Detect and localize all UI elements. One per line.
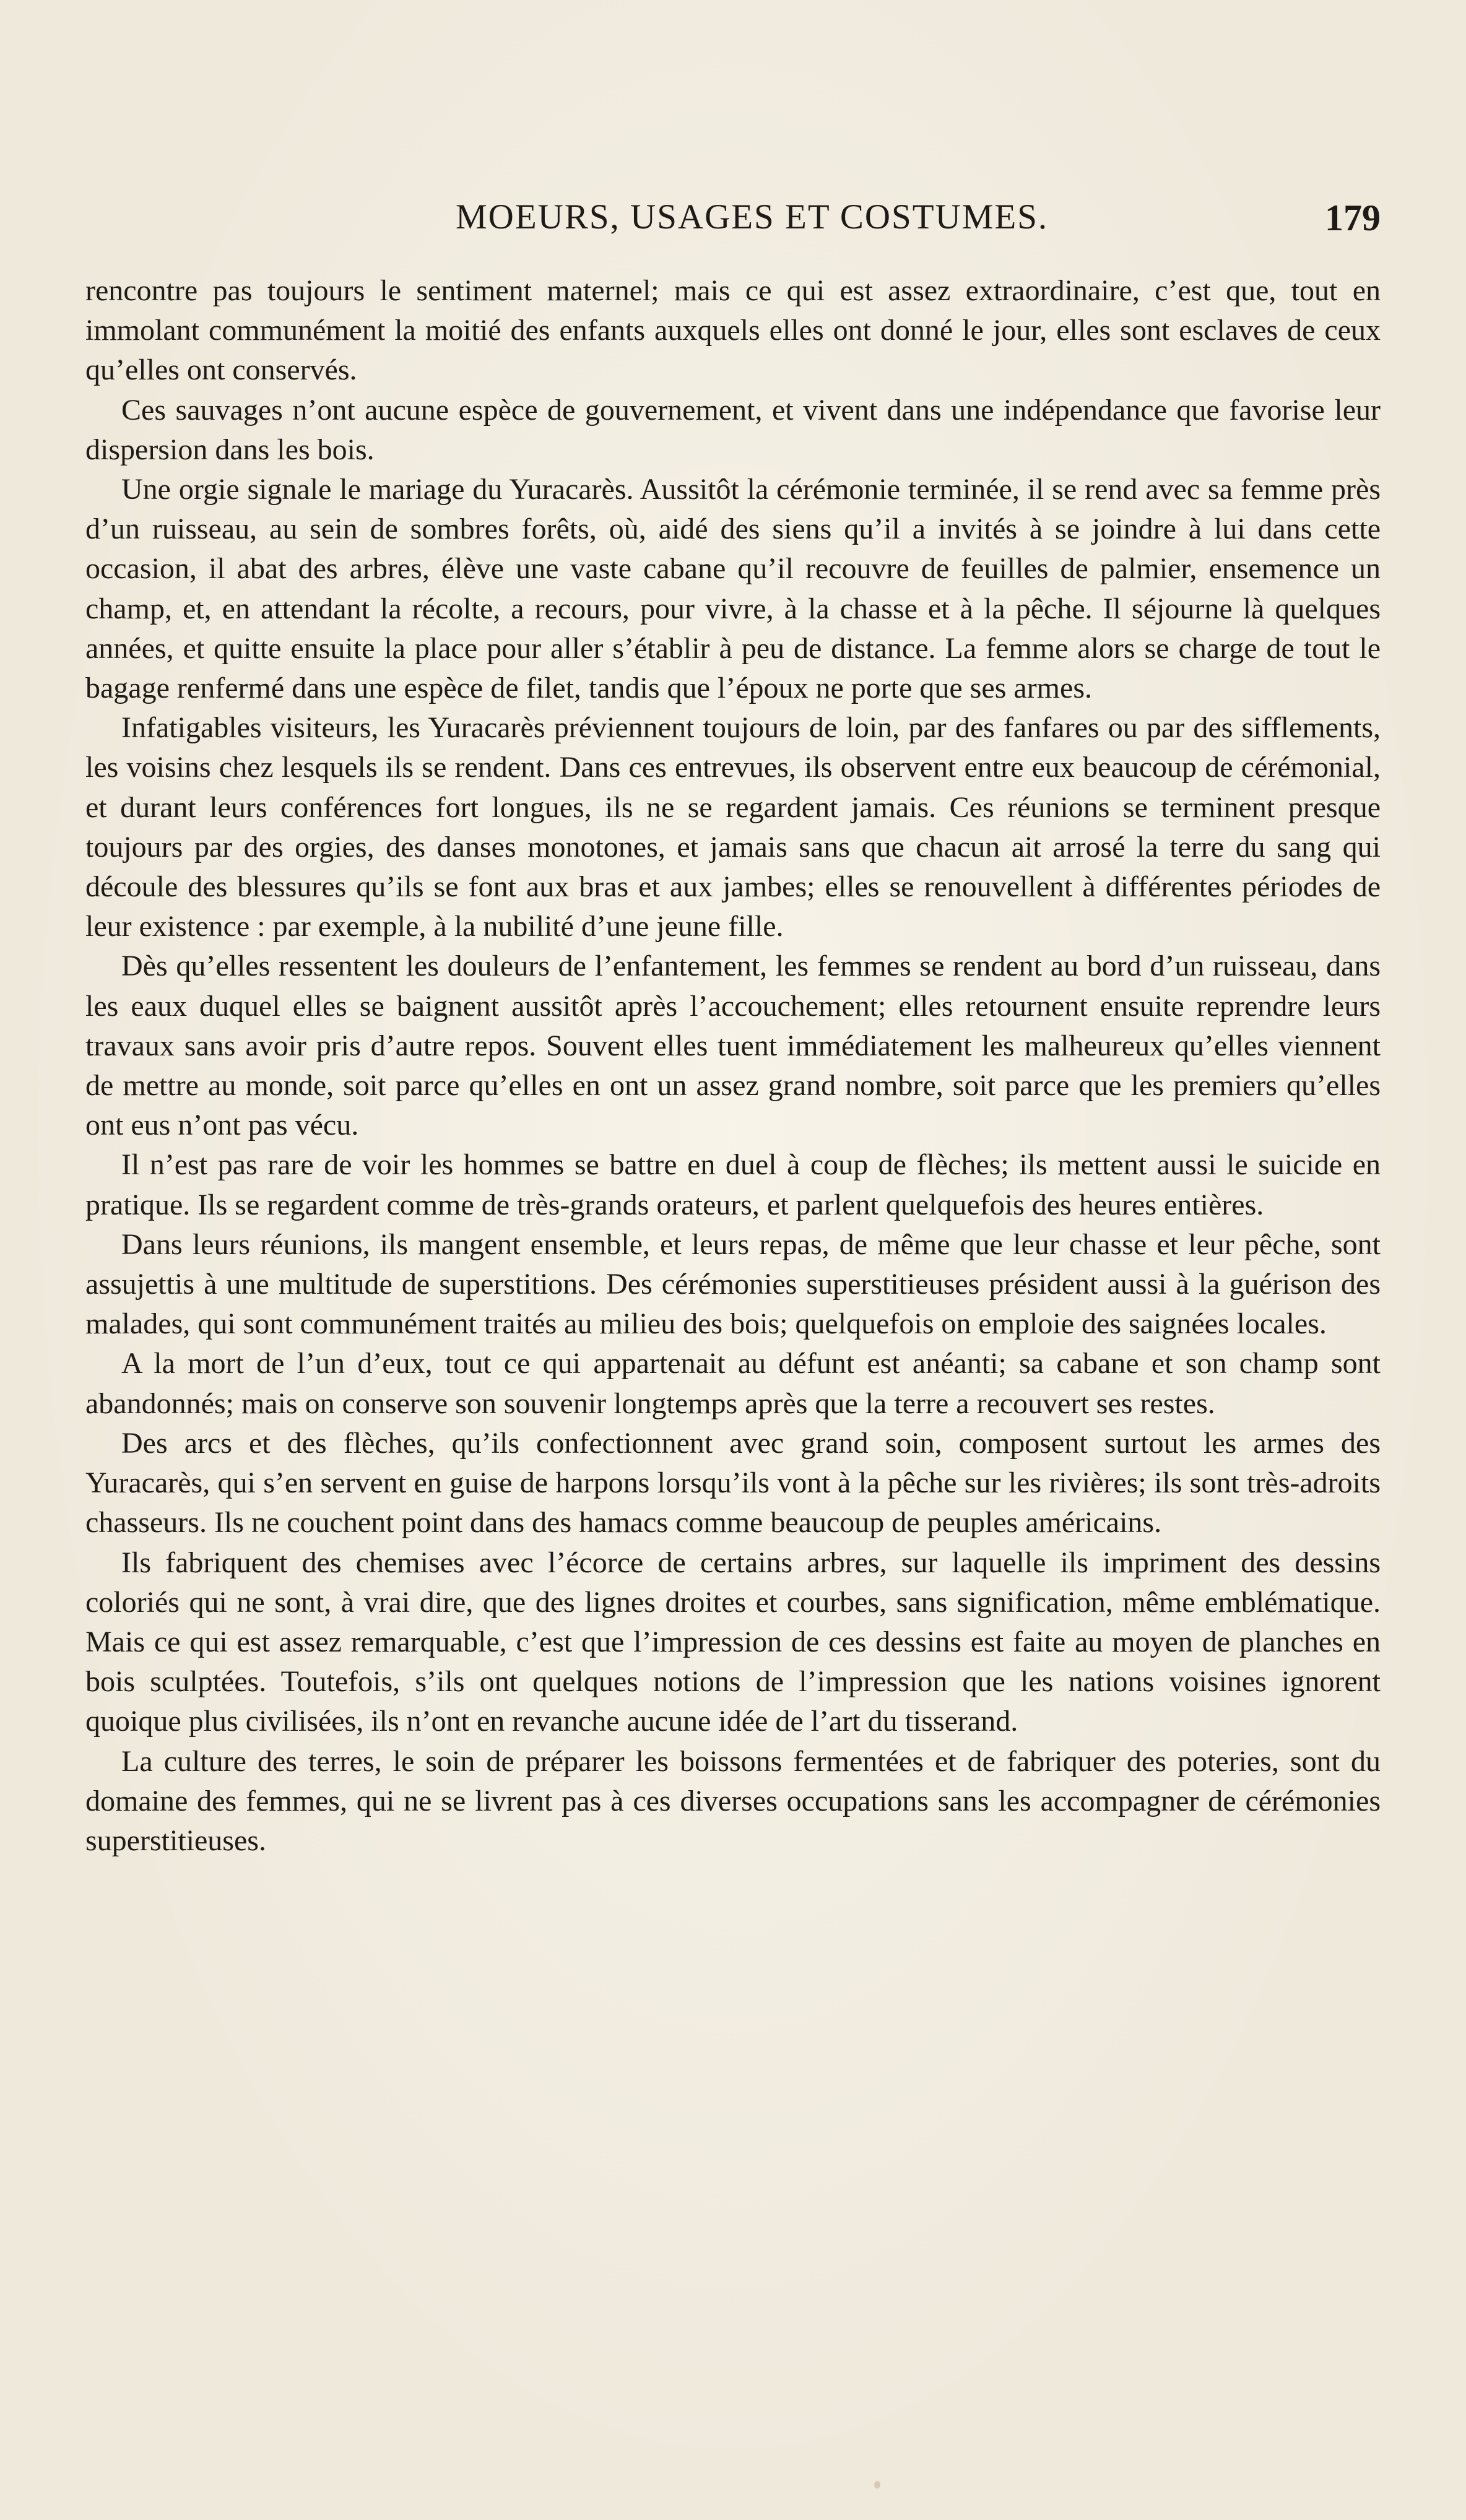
paragraph-11: La culture des terres, le soin de préparer les boissons fermentées et de fabriquer des poteries, sont du domaine des femmes, qui ne se livrent pas à ces diverses occupations sans les accompagner de cérémonies superstitieuses. xyxy=(85,1744,1381,1857)
paragraph-6: Il n’est pas rare de voir les hommes se battre en duel à coup de flèches; ils mettent aussi le suicide en pratique. Ils se regardent comme de très-grands orateurs, et parlent quelquefois des heures entières. xyxy=(85,1148,1381,1221)
paragraph-4: Infatigables visiteurs, les Yuracarès préviennent toujours de loin, par des fanfares ou par des sifflements, les voisins chez lesquels ils se rendent. Dans ces entrevues, ils observent entre eux beaucoup de cérémonial, et durant leurs conférences fort longues, ils ne se regardent jamais. Ces réunions se terminent presque toujours par des orgies, des danses monotones, et jamais sans que chacun ait arrosé la terre du sang qui découle des blessures qu’ils se font aux bras et aux jambes; elles se renouvellent à différentes périodes de leur existence : par exemple, à la nubilité d’une jeune fille. xyxy=(85,711,1381,943)
running-title: MOEURS, USAGES ET COSTUMES. xyxy=(456,197,1049,236)
page-header xyxy=(121,197,1381,253)
paper-speck xyxy=(874,2481,880,2488)
paragraph-2: Ces sauvages n’ont aucune espèce de gouvernement, et vivent dans une indépendance que favorise leur dispersion dans les bois. xyxy=(85,393,1381,466)
paragraph-7: Dans leurs réunions, ils mangent ensemble, et leurs repas, de même que leur chasse et leur pêche, sont assujettis à une multitude de superstitions. Des cérémonies superstitieuses président aussi à la guérison des malades, qui sont communément traités au milieu des bois; quelquefois on emploie des saignées locales. xyxy=(85,1228,1381,1341)
paragraph-9: Des arcs et des flèches, qu’ils confectionnent avec grand soin, composent surtout les armes des Yuracarès, qui s’en servent en guise de harpons lorsqu’ils vont à la pêche sur les rivières; ils sont très-adroits chasseurs. Ils ne couchent point dans des hamacs comme beaucoup de peuples américains. xyxy=(85,1426,1381,1539)
page-number: 179 xyxy=(1325,197,1381,238)
paragraph-1: rencontre pas toujours le sentiment maternel; mais ce qui est assez extraordinaire, c’est que, tout en immolant communément la moitié des enfants auxquels elles ont donné le jour, elles sont esclaves de ceux qu’elles ont conservés. xyxy=(85,274,1381,387)
paragraph-8: A la mort de l’un d’eux, tout ce qui appartenait au défunt est anéanti; sa cabane et son champ sont abandonnés; mais on conserve son souvenir longtemps après que la terre a recouvert ses restes. xyxy=(85,1347,1381,1420)
paragraph-3: Une orgie signale le mariage du Yuracarès. Aussitôt la cérémonie terminée, il se rend avec sa femme près d’un ruisseau, au sein de sombres forêts, où, aidé des siens qu’il a invités à se joindre à lui dans cette occasion, il abat des arbres, élève une vaste cabane qu’il recouvre de feuilles de palmier, ensemence un champ, et, en attendant la récolte, a recours, pour vivre, à la chasse et à la pêche. Il séjourne là quelques années, et quitte ensuite la place pour aller s’établir à peu de distance. La femme alors se charge de tout le bagage renfermé dans une espèce de filet, tandis que l’époux ne porte que ses armes. xyxy=(85,473,1381,705)
paragraph-5: Dès qu’elles ressentent les douleurs de l’enfantement, les femmes se rendent au bord d’un ruisseau, dans les eaux duquel elles se baignent aussitôt après l’accouchement; elles retournent ensuite reprendre leurs travaux sans avoir pris d’autre repos. Souvent elles tuent immédiatement les malheureux qu’elles viennent de mettre au monde, soit parce qu’elles en ont un assez grand nombre, soit parce que les premiers qu’elles ont eus n’ont pas vécu. xyxy=(85,950,1381,1142)
paragraph-10: Ils fabriquent des chemises avec l’écorce de certains arbres, sur laquelle ils impriment des dessins coloriés qui ne sont, à vrai dire, que des lignes droites et courbes, sans signification, même emblématique. Mais ce qui est assez remarquable, c’est que l’impression de ces dessins est faite au moyen de planches en bois sculptées. Toutefois, s’ils ont quelques notions de l’impression que les nations voisines ignorent quoique plus civilisées, ils n’ont en revanche aucune idée de l’art du tisserand. xyxy=(85,1546,1381,1738)
body-text xyxy=(85,271,1381,1861)
